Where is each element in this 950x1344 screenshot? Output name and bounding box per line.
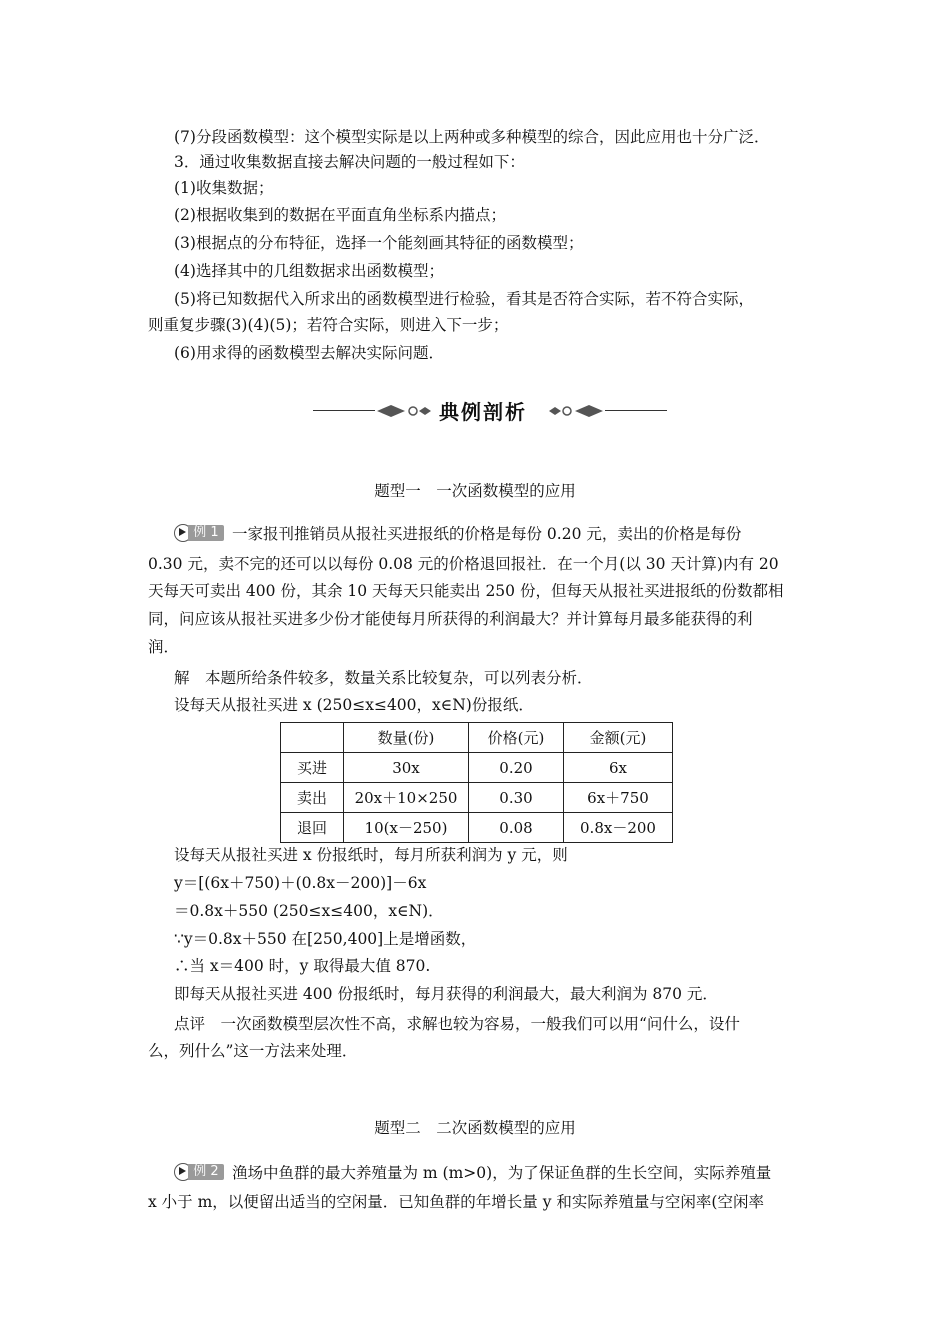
step-3: (3)根据点的分布特征，选择一个能刻画其特征的函数模型； [174,234,584,252]
divider-left-ornament-icon [375,401,433,421]
profit-simplified: ＝0.8x＋550 (250≤x≤400，x∈N)． [174,902,444,920]
table-cell: 6x＋750 [564,783,673,813]
profit-setup: 设每天从报社买进 x 份报纸时，每月所获利润为 y 元，则 [174,846,568,864]
example2-badge [174,1163,226,1181]
increasing-statement: ∵y＝0.8x＋550 在[250,400]上是增函数， [174,930,477,948]
example1-badge [174,524,226,542]
section-title: 典例剖析 [439,400,527,424]
process-heading: 3．通过收集数据直接去解决问题的一般过程如下： [174,153,525,171]
profit-formula: y＝[(6x＋750)＋(0.8x－200)]－6x [174,874,427,892]
step-5-line2: 则重复步骤(3)(4)(5)；若符合实际，则进入下一步； [148,316,509,334]
divider-left-rule [313,410,375,411]
table-cell: 0.30 [469,783,564,813]
table-cell: 0.08 [469,813,564,843]
step-2: (2)根据收集到的数据在平面直角坐标系内描点； [174,206,506,224]
type1-heading: 题型一 一次函数模型的应用 [374,482,576,500]
example2-line2: x 小于 m，以便留出适当的空闲量．已知鱼群的年增长量 y 和实际养殖量与空闲率(空闲率 [148,1193,764,1211]
example2-text: 渔场中鱼群的最大养殖量为 m (m>0)，为了保证鱼群的生长空间，实际养殖量 [232,1164,772,1182]
step-6: (6)用求得的函数模型去解决实际问题． [174,344,444,362]
step-1: (1)收集数据； [174,179,274,197]
table-row [281,813,673,843]
play-icon [179,528,186,536]
table-cell: 0.20 [469,753,564,783]
table-header-row [281,723,673,753]
solution-intro: 解 本题所给条件较多，数量关系比较复杂，可以列表分析． [174,669,593,687]
type2-heading: 题型二 二次函数模型的应用 [374,1119,576,1137]
table-cell: 20x＋10×250 [344,783,469,813]
table-header-cell: 金额(元) [564,723,673,753]
table-cell: 买进 [281,753,344,783]
table-cell: 0.8x－200 [564,813,673,843]
badge-label: 例 2 [188,1164,224,1180]
example2-line1 [174,1162,771,1184]
table-cell: 退回 [281,813,344,843]
table-row [281,783,673,813]
table-header-cell: 价格(元) [469,723,564,753]
analysis-table [280,722,673,843]
table-row [281,753,673,783]
table-header-cell: 数量(份) [344,723,469,753]
play-icon [179,1167,186,1175]
table-cell: 6x [564,753,673,783]
comment-line2: 么，列什么”这一方法来处理． [148,1042,358,1060]
section-divider [313,395,667,427]
step-4: (4)选择其中的几组数据求出函数模型； [174,262,444,280]
table-cell: 10(x－250) [344,813,469,843]
table-cell: 卖出 [281,783,344,813]
example1-line4: 同，问应该从报社买进多少份才能使每月所获得的利润最大？并计算每月最多能获得的利 [148,610,753,628]
max-value-statement: ∴当 x＝400 时，y 取得最大值 870. [174,957,431,975]
example1-text: 一家报刊推销员从报社买进报纸的价格是每份 0.20 元，卖出的价格是每份 [232,525,742,543]
example1-line2: 0.30 元，卖不完的还可以以每份 0.08 元的价格退回报社．在一个月(以 30 天计算)内有 20 [148,555,779,573]
example1-line5: 润． [148,638,180,656]
comment-line1: 点评 一次函数模型层次性不高，求解也较为容易，一般我们可以用“问什么，设什 [174,1015,740,1033]
divider-right-rule [605,410,667,411]
badge-label: 例 1 [188,525,224,541]
divider-right-ornament-icon [547,401,605,421]
table-cell: 30x [344,753,469,783]
example1-line3: 天每天可卖出 400 份，其余 10 天每天只能卖出 250 份，但每天从报社买进报纸的份数都相 [148,582,784,600]
example1-line1 [174,523,741,545]
model-7-text: (7)分段函数模型：这个模型实际是以上两种或多种模型的综合，因此应用也十分广泛． [174,128,770,146]
table-header-cell [281,723,344,753]
solution-setup: 设每天从报社买进 x (250≤x≤400，x∈N)份报纸． [174,696,534,714]
conclusion: 即每天从报社买进 400 份报纸时，每月获得的利润最大，最大利润为 870 元． [174,985,718,1003]
step-5-line1: (5)将已知数据代入所求出的函数模型进行检验，看其是否符合实际，若不符合实际， [174,290,754,308]
